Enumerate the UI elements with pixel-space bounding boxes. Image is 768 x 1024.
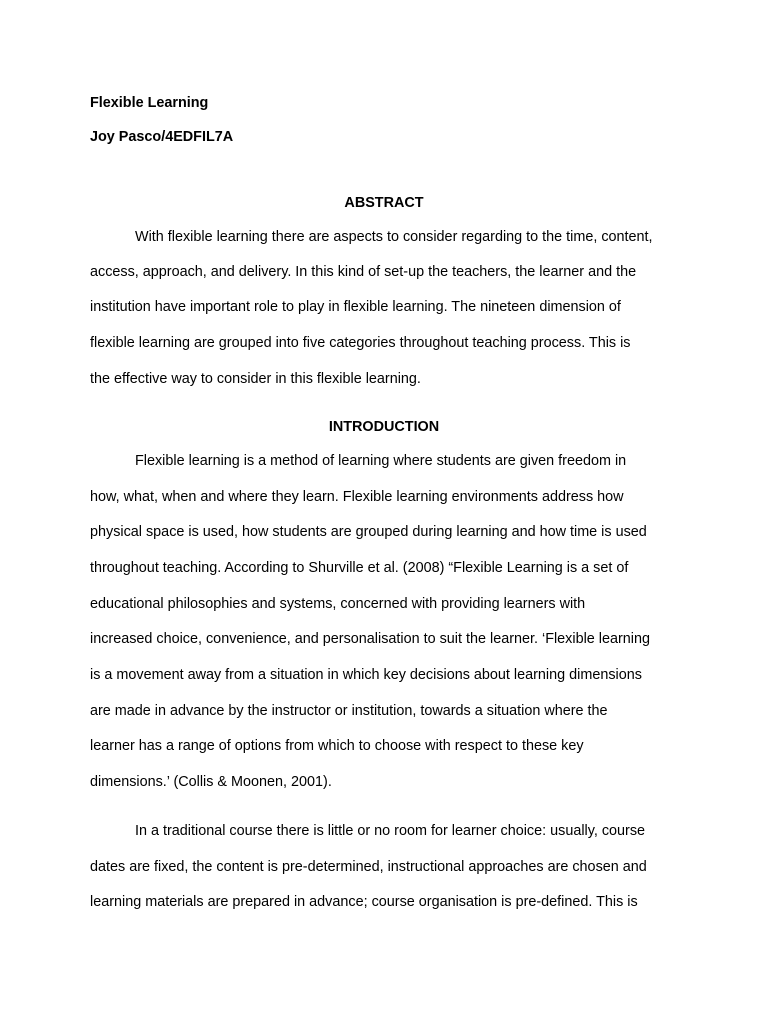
introduction-line: throughout teaching. According to Shurville et al. (2008) “Flexible Learning is a set of bbox=[90, 560, 629, 576]
introduction-line: learning materials are prepared in advance; course organisation is pre-defined. This is bbox=[90, 894, 638, 910]
introduction-line: how, what, when and where they learn. Flexible learning environments address how bbox=[90, 489, 624, 505]
document-title: Flexible Learning bbox=[90, 95, 209, 111]
introduction-line: dates are fixed, the content is pre-determined, instructional approaches are chosen and bbox=[90, 859, 647, 875]
introduction-line: In a traditional course there is little or no room for learner choice: usually, course bbox=[135, 823, 646, 839]
document-author: Joy Pasco/4EDFIL7A bbox=[90, 129, 234, 145]
abstract-line: access, approach, and delivery. In this kind of set-up the teachers, the learner and the bbox=[90, 264, 637, 280]
introduction-line: dimensions.’ (Collis & Moonen, 2001). bbox=[90, 774, 332, 790]
abstract-line: flexible learning are grouped into five categories throughout teaching process. This is bbox=[90, 335, 631, 351]
introduction-line: is a movement away from a situation in which key decisions about learning dimensions bbox=[90, 667, 642, 683]
introduction-line: learner has a range of options from which to choose with respect to these key bbox=[90, 738, 584, 754]
introduction-heading: INTRODUCTION bbox=[328, 419, 440, 435]
abstract-heading: ABSTRACT bbox=[344, 195, 424, 211]
abstract-line: With flexible learning there are aspects to consider regarding to the time, content, bbox=[135, 229, 653, 245]
introduction-line: educational philosophies and systems, concerned with providing learners with bbox=[90, 596, 586, 612]
introduction-line: increased choice, convenience, and personalisation to suit the learner. ‘Flexible learning bbox=[90, 631, 650, 647]
introduction-line: Flexible learning is a method of learning where students are given freedom in bbox=[135, 453, 627, 469]
introduction-line: are made in advance by the instructor or institution, towards a situation where the bbox=[90, 703, 608, 719]
abstract-line: institution have important role to play in flexible learning. The nineteen dimension of bbox=[90, 299, 621, 315]
abstract-line: the effective way to consider in this flexible learning. bbox=[90, 371, 421, 387]
introduction-line: physical space is used, how students are grouped during learning and how time is used bbox=[90, 524, 647, 540]
